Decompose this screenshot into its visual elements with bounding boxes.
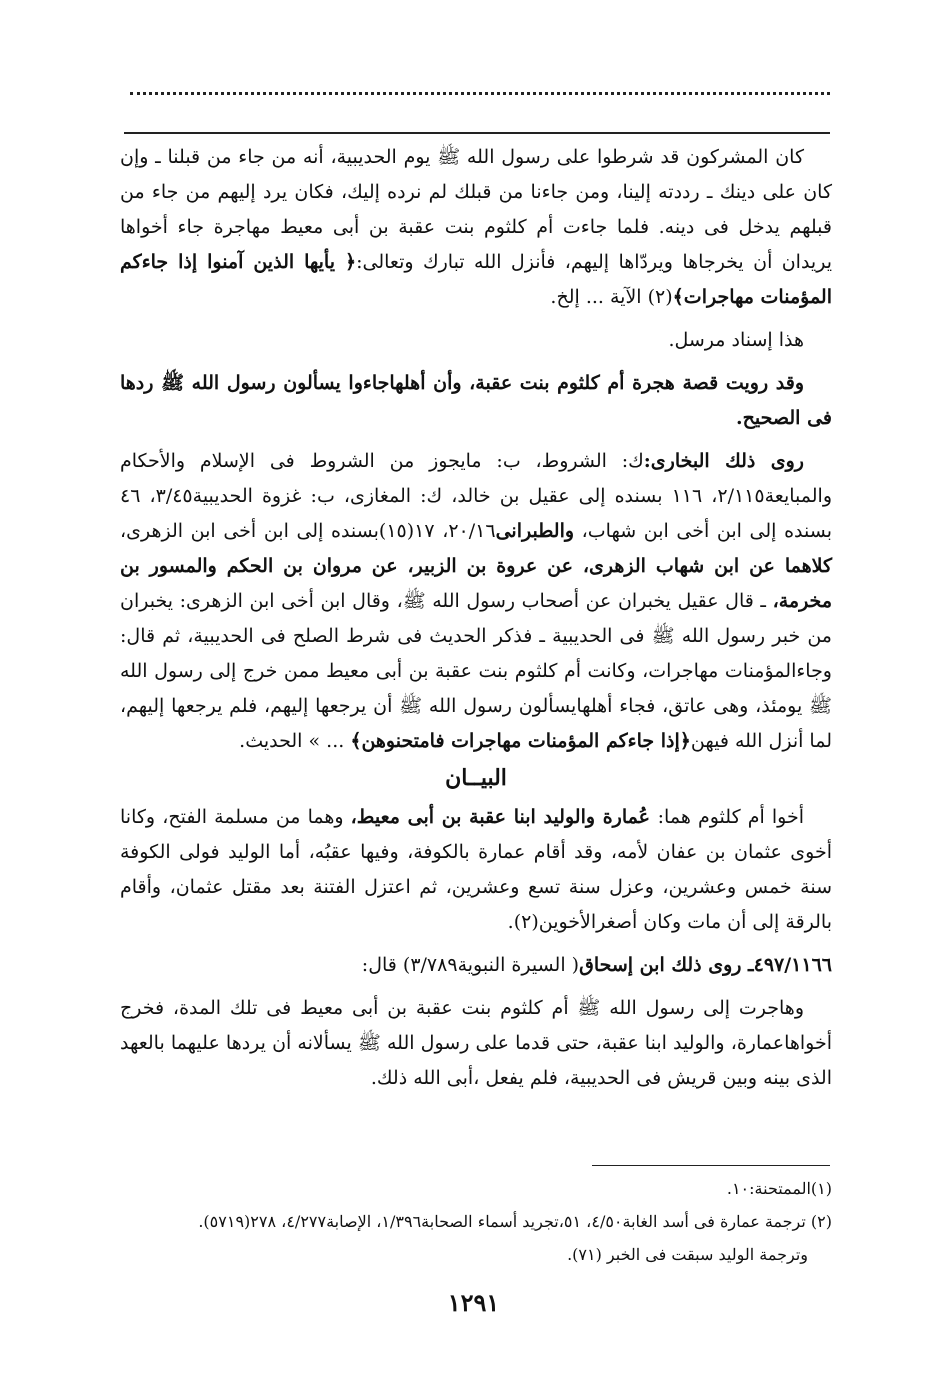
- paragraph-6: [120, 948, 832, 983]
- quran-verse-1: ﴿ يأيها الذين آمنوا إذا جاءكم المؤمنات مهاجرات﴾: [120, 251, 832, 308]
- paragraph-4-b: ٢٠/١٦، ١٧(١٥)بسنده إلى ابن أخى ابن الزهرى،: [120, 520, 496, 542]
- paragraph-6-text: ( السيرة النبوية٣/٧٨٩) قال:: [361, 954, 580, 976]
- paragraph-5: [120, 800, 832, 940]
- footnote-2: (٢) ترجمة عمارة فى أسد الغابة٤/٥٠، ٥١،تجريد أسماء الصحابة١/٣٩٦، الإصابة٤/٢٧٧، ٢٧٨(٥٧١٩).: [198, 1212, 832, 1231]
- header-dotted-line: [130, 92, 830, 107]
- brothers-names: عُمارة والوليد ابنا عقبة بن أبى معيط،: [350, 806, 658, 828]
- footnote-1: (١)الممتحنة:١٠.: [726, 1179, 832, 1198]
- source-bukhari: روى ذلك البخارى:: [643, 450, 804, 472]
- paragraph-3: وقد رويت قصة هجرة أم كلثوم بنت عقبة، وأن أهلهاجاءوا يسألون رسول الله ﷺ ردها فى الصحيح.: [120, 372, 832, 429]
- paragraph-1-text: كان المشركون قد شرطوا على رسول الله ﷺ يوم الحديبية، أنه من جاء من قبلنا ـ وإن كان على دينك ـ رددته إلينا، ومن جاءنا من قبلك لم نرده إليك، فكان يرد إليهم من جاء من قبلهم يدخل فى دينه. فلما جاءت أم كلثوم بنت عقبة بن أبى معيط مهاجرة جاء أخواها يريدان أن يخرجاها ويردّاها إليهم، فأنزل الله تبارك وتعالى:: [120, 146, 832, 273]
- paragraph-4-c: ـ قال عقيل يخبران عن أصحاب رسول الله ﷺ، وقال ابن أخى ابن الزهرى: يخبران من خبر رسول الله ﷺ فى الحديبية ـ فذكر الحديث فى شرط الصلح فى الحديبية، ثم قال: وجاءالمؤمنات مهاجرات، وكانت أم كلثوم بنت عقبة بن أبى معيط ممن خرج إلى رسول الله ﷺ يومئذ، وهى عاتق، فجاء أهلهايسألون رسول الله ﷺ أن يرجعها إليهم، فلم يرجعها إليهم، لما أنزل الله فيهن: [120, 590, 832, 752]
- paragraph-1: [120, 140, 832, 315]
- page-number: ١٢٩١: [447, 1288, 500, 1317]
- quran-verse-2: ﴿إذا جاءكم المؤمنات مهاجرات فامتحنوهن﴾: [350, 730, 691, 752]
- paragraph-5-b: وهما من مسلمة الفتح، وكانا أخوى عثمان بن عفان لأمه، وقد أقام عمارة بالكوفة، وفيها عقبُه، أما الوليد فولى الكوفة سنة خمس وعشرين، وعزل سنة تسع وعشرين، ثم اعتزل الفتنة بعد مقتل عثمان، وأقام بالرقة إلى أن مات وكان أصغرالأخوين(٢).: [120, 806, 832, 933]
- footnotes: [120, 1172, 832, 1271]
- isnad-chain: كلاهما عن ابن شهاب الزهرى، عن عروة بن الزبير، عن مروان بن الحكم والمسور بن مخرمة،: [120, 555, 832, 612]
- main-text: [120, 140, 832, 1096]
- paragraph-4: [120, 444, 832, 759]
- footnote-rule: [592, 1165, 830, 1166]
- paragraph-4-d: ... » الحديث.: [239, 730, 351, 752]
- paragraph-1-end: (٢) الآية ... إلخ.: [550, 286, 673, 308]
- paragraph-2: هذا إسناد مرسل.: [668, 329, 804, 351]
- footnote-3: وترجمة الوليد سبقت فى الخبر (٧١).: [567, 1245, 808, 1264]
- header-rule: [124, 132, 830, 134]
- paragraph-7: وهاجرت إلى رسول الله ﷺ أم كلثوم بنت عقبة بن أبى معيط فى تلك المدة، فخرج أخواهاعمارة، والوليد ابنا عقبة، حتى قدما على رسول الله ﷺ يسألانه أن يردها عليهما بالعهد الذى بينه وبين قريش فى الحديبية، فلم يفعل ،أبى الله ذلك.: [120, 997, 832, 1089]
- paragraph-4-a: ك: الشروط، ب: مايجوز من الشروط فى الإسلام والأحكام والمبايعة٢/١١٥، ١١٦ بسنده إلى عقيل بن خالد، ك: المغازى، ب: غزوة الحديبية٣/٤٥، ٤٦ بسنده إلى ابن أخى ابن شهاب،: [120, 450, 832, 542]
- narration-number: ٤٩٧/١١٦٦ـ روى ذلك ابن إسحاق: [579, 954, 832, 976]
- section-title: البيــان: [445, 765, 507, 791]
- paragraph-5-a: أخوا أم كلثوم هما:: [657, 806, 804, 828]
- source-tabarani: والطبرانى: [495, 520, 575, 542]
